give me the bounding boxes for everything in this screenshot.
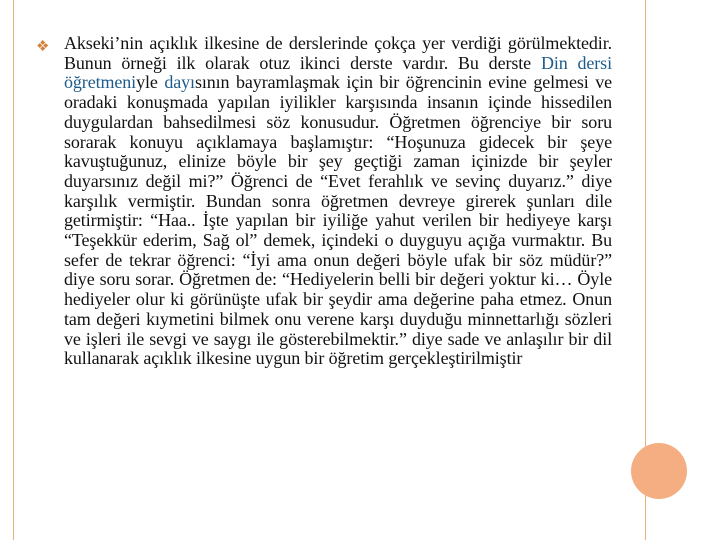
paragraph-text-1: Akseki’nin açıklık ilkesine de derslerinde çokça yer verdiği görülmektedir. Bunun örneği ilk olarak otuz ikinci derste vardır. Bu derste bbox=[64, 33, 612, 73]
body-paragraph bbox=[64, 34, 612, 369]
paragraph-text-2: yle bbox=[136, 72, 165, 93]
highlighted-text-1: Din dersi öğretmeni bbox=[64, 52, 612, 93]
left-frame-line bbox=[13, 0, 14, 540]
diamond-outline-icon: ❖ bbox=[36, 39, 50, 55]
paragraph-text-3: sının bayramlaşmak için bir öğrencinin evine gelmesi ve oradaki konuşmada yapılan iyilikler karşısında insanın içinde hissedilen duygulardan bahsedilmesi söz konusudur. Öğretmen öğrenciye bir soru sorarak konuyu açıklamaya başlamıştır: “Hoşunuza gidecek bir şeye kavuştuğunuz, elinize böyle bir şey geçtiği zaman içinizde bir şeyler duyarsınız değil mi?” Öğrenci de “Evet ferahlık ve sevinç duyarız.” diye karşılık vermiştir. Bundan sonra öğretmen devreye girerek şunları dile getirmiştir: “Haa.. İşte yapılan bir iyiliğe yahut verilen bir hediyeye karşı “Teşekkür ederim, Sağ ol” demek, içindeki o duyguyu açığa vurmaktır. Bu sefer de tekrar öğrenci: “İyi ama onun değeri böyle ufak bir söz müdür?” diye soru sorar. Öğretmen de: “Hediyelerin belli bir değeri yoktur ki… Öyle hediyeler olur ki görünüşte ufak bir şeydir ama değerine paha etmez. Onun tam değeri kıymetini bilmek onu verene karşı duyduğu minnettarlığı sözleri ve işleri ile sevgi ve saygı ile gösterebilmektir.” diye sade ve anlaşılır bir dil kullanarak açıklık ilkesine uygun bir öğretim gerçekleştirilmiştir bbox=[64, 72, 612, 369]
decorative-circle bbox=[631, 443, 687, 499]
highlighted-text-2: dayı bbox=[164, 72, 195, 93]
